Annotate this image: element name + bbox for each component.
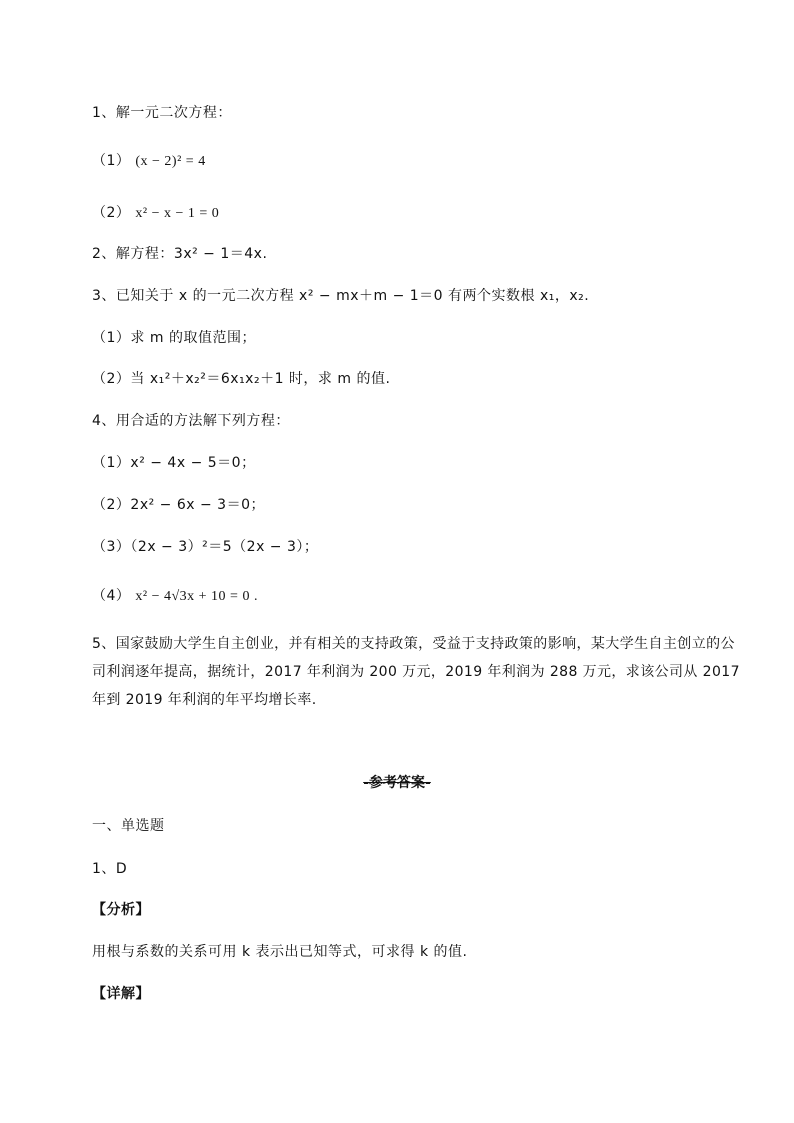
- part-label: （1）: [92, 153, 131, 169]
- answers-title: -参考答案-: [363, 775, 431, 791]
- question-1-part-2: [92, 202, 219, 222]
- question-4-part-3: （3）（2x − 3）²＝5（2x − 3）；: [92, 539, 319, 555]
- question-4-part-2: （2）2x² − 6x − 3＝0；: [92, 497, 265, 513]
- question-2: 2、解方程：3x² − 1＝4x.: [92, 246, 268, 262]
- part-label: （4）: [92, 588, 131, 604]
- question-3-part-2: （2）当 x₁²＋x₂²＝6x₁x₂＋1 时，求 m 的值.: [92, 371, 391, 387]
- question-3-stem: 3、已知关于 x 的一元二次方程 x² − mx＋m − 1＝0 有两个实数根 x₁，x₂.: [92, 288, 590, 304]
- question-1-part-1: [92, 150, 206, 170]
- equation: x² − x − 1 = 0: [135, 206, 220, 221]
- question-4-stem: 4、用合适的方法解下列方程：: [92, 413, 290, 429]
- question-4-part-1: （1）x² − 4x − 5＝0；: [92, 455, 256, 471]
- part-label: （2）: [92, 205, 131, 221]
- question-3-part-1: （1）求 m 的取值范围；: [92, 330, 256, 346]
- question-5: 5、国家鼓励大学生自主创业，并有相关的支持政策，受益于支持政策的影响，某大学生自主创立的公司利润逐年提高，据统计，2017 年利润为 200 万元，2019 年利润为 288 万元，求该公司从 2017 年到 2019 年利润的年平均增长率.: [92, 636, 740, 708]
- question-4-part-4: [92, 585, 258, 605]
- question-1-stem: 1、解一元二次方程：: [92, 105, 232, 121]
- equation: x² − 4√3x + 10 = 0 .: [135, 589, 258, 604]
- analysis-text: 用根与系数的关系可用 k 表示出已知等式，可求得 k 的值.: [92, 944, 468, 960]
- analysis-label: 【分析】: [92, 902, 150, 918]
- detail-label: 【详解】: [92, 986, 150, 1002]
- answer-item-1: 1、D: [92, 861, 128, 877]
- answers-section-heading: 一、单选题: [92, 818, 165, 834]
- equation: (x − 2)² = 4: [135, 154, 206, 169]
